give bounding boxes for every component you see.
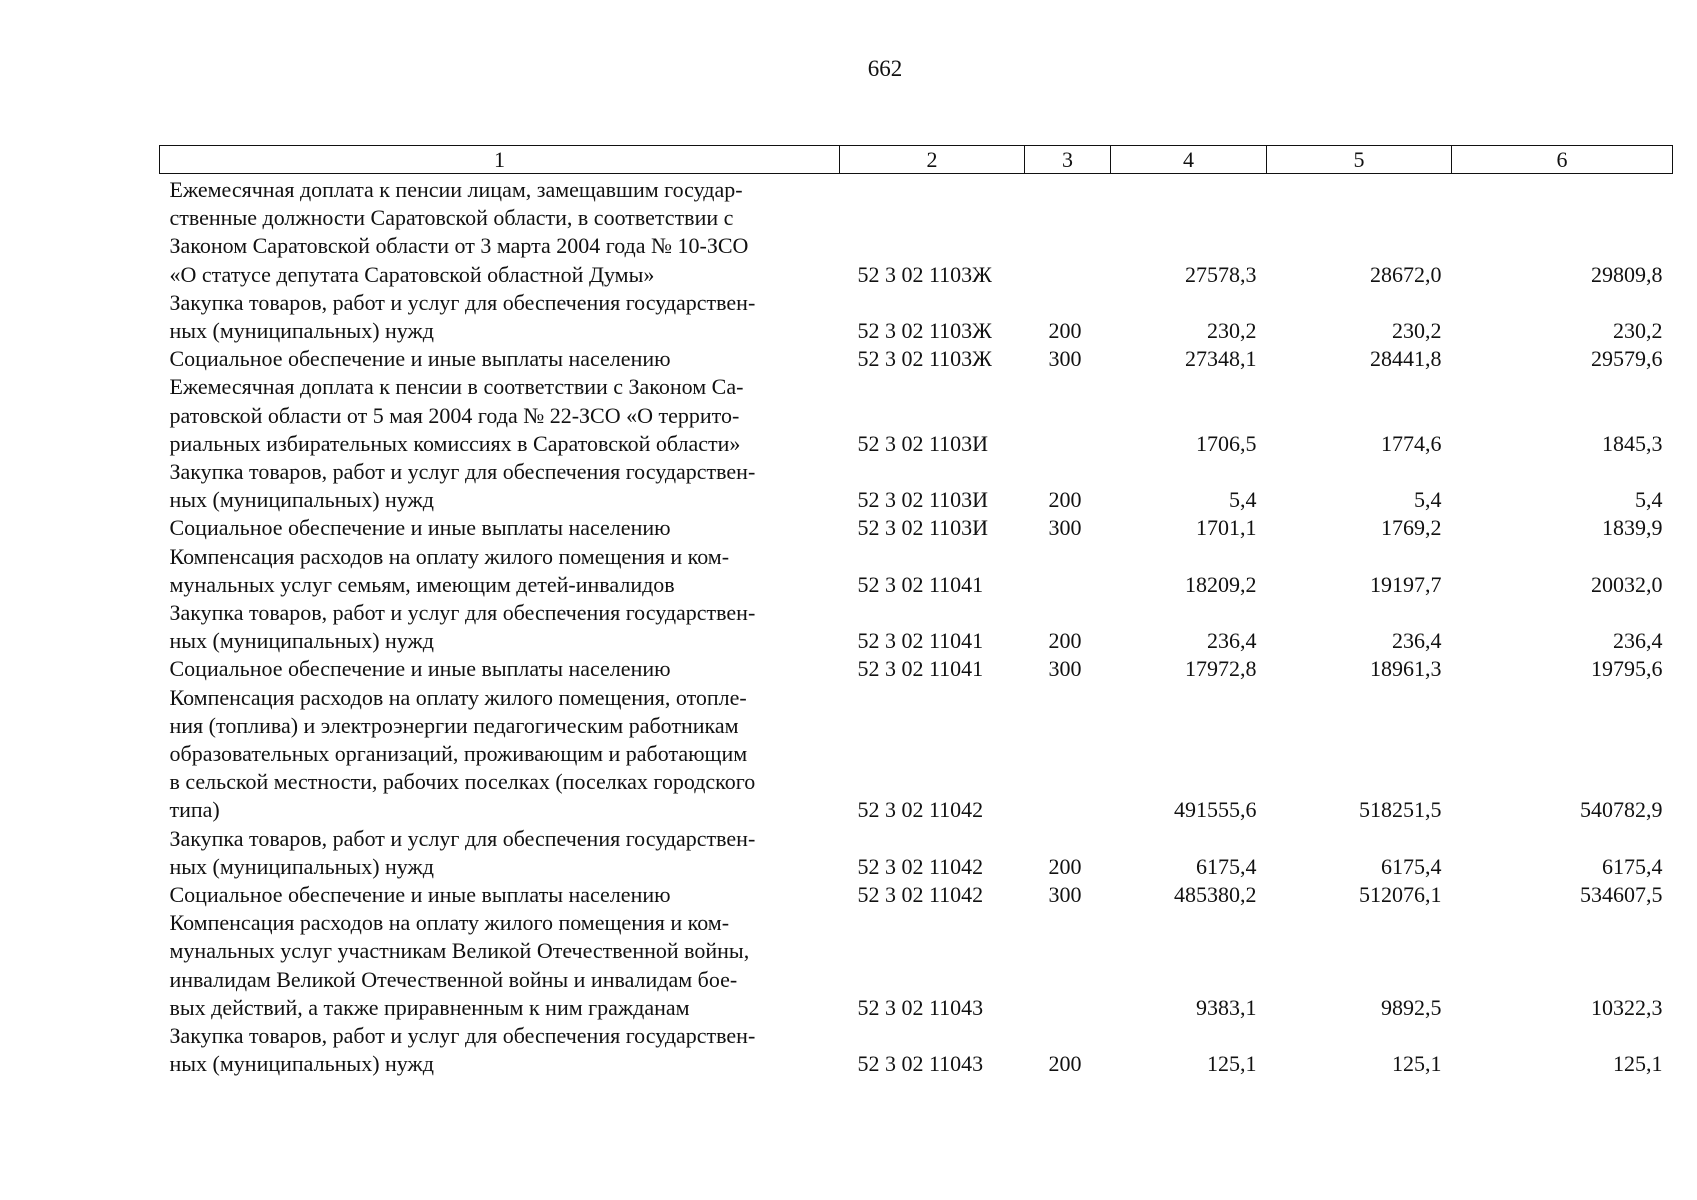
row-value-col5: 230,2 xyxy=(1392,318,1442,344)
row-value-col5: 6175,4 xyxy=(1381,853,1442,879)
row-value-col6: 10322,3 xyxy=(1591,994,1663,1020)
row-value-col4: 27578,3 xyxy=(1185,261,1257,287)
row-value-col6: 29579,6 xyxy=(1591,346,1663,372)
row-value-col5: 9892,5 xyxy=(1381,994,1442,1020)
row-code: 52 3 02 1103И xyxy=(857,487,989,513)
row-code: 52 3 02 11042 xyxy=(857,797,984,823)
row-value-col6: 534607,5 xyxy=(1580,882,1663,908)
row-name: Ежемесячная доплата к пенсии в соответствии с Законом Са- ратовской области от 5 мая 2004 года № 22-ЗСО «О террито- риальных избирательных комиссиях в Саратовской области» xyxy=(169,374,744,456)
row-expense-kind xyxy=(1025,174,1111,289)
row-expense-kind: 200 xyxy=(1048,318,1082,344)
row-value-col4: 6175,4 xyxy=(1196,853,1257,879)
row-value-col4: 1701,1 xyxy=(1196,515,1257,541)
page-number: 662 xyxy=(867,56,903,81)
row-code: 52 3 02 1103И xyxy=(857,430,989,456)
row-expense-kind: 200 xyxy=(1048,628,1082,654)
row-value-col6: 236,4 xyxy=(1613,628,1663,654)
row-value-col4: 1706,5 xyxy=(1196,430,1257,456)
row-expense-kind: 200 xyxy=(1048,853,1082,879)
row-name: Закупка товаров, работ и услуг для обеспечения государствен- ных (муниципальных) нужд xyxy=(169,825,756,879)
header-col-6: 6 xyxy=(1452,146,1673,174)
row-code: 52 3 02 1103Ж xyxy=(857,346,992,372)
row-value-col5: 1769,2 xyxy=(1381,515,1442,541)
row-name: Ежемесячная доплата к пенсии лицам, замещавшим государ- ственные должности Саратовской области, в соответствии с Законом Саратовской области от 3 марта 2004 года № 10-ЗСО «О статусе депутата Саратовской областной Думы» xyxy=(169,177,749,287)
row-value-col4: 491555,6 xyxy=(1174,797,1257,823)
header-col-3: 3 xyxy=(1025,146,1111,174)
row-expense-kind: 300 xyxy=(1048,882,1082,908)
row-expense-kind: 300 xyxy=(1048,515,1082,541)
row-expense-kind xyxy=(1025,684,1111,825)
table-row xyxy=(160,825,1673,881)
row-value-col5: 512076,1 xyxy=(1359,882,1442,908)
row-expense-kind xyxy=(1025,373,1111,458)
row-name: Компенсация расходов на оплату жилого помещения и ком- мунальных услуг семьям, имеющим детей-инвалидов xyxy=(169,543,730,597)
row-value-col6: 19795,6 xyxy=(1591,656,1663,682)
header-col-5: 5 xyxy=(1267,146,1452,174)
row-value-col5: 125,1 xyxy=(1392,1051,1442,1077)
row-value-col6: 1839,9 xyxy=(1602,515,1663,541)
row-name: Закупка товаров, работ и услуг для обеспечения государствен- ных (муниципальных) нужд xyxy=(169,289,756,344)
table-row xyxy=(160,1022,1673,1078)
row-value-col6: 20032,0 xyxy=(1591,571,1663,597)
row-value-col6: 29809,8 xyxy=(1591,261,1663,287)
table-row xyxy=(160,543,1673,599)
row-expense-kind xyxy=(1025,909,1111,1022)
table-body xyxy=(160,174,1673,1079)
row-value-col5: 5,4 xyxy=(1414,487,1442,513)
row-code: 52 3 02 1103Ж xyxy=(857,318,992,344)
row-name: Компенсация расходов на оплату жилого помещения и ком- мунальных услуг участникам Великой Отечественной войны, инвалидам Великой Отечественной войны и инвалидам бое- вых действий, а также приравненным к ним гражданам xyxy=(169,910,750,1020)
row-code: 52 3 02 11041 xyxy=(857,656,984,682)
table-row xyxy=(160,174,1673,289)
row-code: 52 3 02 11042 xyxy=(857,853,984,879)
row-value-col5: 28441,8 xyxy=(1370,346,1442,372)
row-value-col5: 19197,7 xyxy=(1370,571,1442,597)
row-name: Социальное обеспечение и иные выплаты населению xyxy=(169,656,671,682)
table-row xyxy=(160,514,1673,542)
row-value-col4: 5,4 xyxy=(1229,487,1257,513)
row-value-col4: 18209,2 xyxy=(1185,571,1257,597)
row-value-col6: 6175,4 xyxy=(1602,853,1663,879)
row-code: 52 3 02 11041 xyxy=(857,628,984,654)
row-value-col5: 236,4 xyxy=(1392,628,1442,654)
row-value-col6: 230,2 xyxy=(1613,318,1663,344)
row-code: 52 3 02 11043 xyxy=(857,1051,984,1077)
budget-table xyxy=(159,145,1673,1079)
row-value-col6: 1845,3 xyxy=(1602,430,1663,456)
row-name: Закупка товаров, работ и услуг для обеспечения государствен- ных (муниципальных) нужд xyxy=(169,1023,756,1077)
row-name: Социальное обеспечение и иные выплаты населению xyxy=(169,515,671,541)
row-value-col4: 17972,8 xyxy=(1185,656,1257,682)
row-value-col5: 18961,3 xyxy=(1370,656,1442,682)
row-expense-kind xyxy=(1025,543,1111,599)
row-code: 52 3 02 11041 xyxy=(857,571,984,597)
row-value-col6: 5,4 xyxy=(1635,487,1663,513)
table-row xyxy=(160,373,1673,458)
table-row xyxy=(160,599,1673,655)
row-expense-kind: 200 xyxy=(1048,1051,1082,1077)
table-row xyxy=(160,684,1673,825)
row-value-col5: 518251,5 xyxy=(1359,797,1442,823)
table-row xyxy=(160,345,1673,373)
row-code: 52 3 02 1103Ж xyxy=(857,261,992,287)
row-name: Компенсация расходов на оплату жилого помещения, отопле- ния (топлива) и электроэнергии педагогическим работникам образовательных организаций, проживающим и работающим в сельской местности, рабочих поселках (поселках городского типа) xyxy=(169,684,756,823)
row-expense-kind: 200 xyxy=(1048,487,1082,513)
row-value-col6: 125,1 xyxy=(1613,1051,1663,1077)
table-row xyxy=(160,458,1673,514)
row-value-col5: 28672,0 xyxy=(1370,261,1442,287)
row-name: Социальное обеспечение и иные выплаты населению xyxy=(169,882,671,908)
row-value-col4: 230,2 xyxy=(1207,318,1257,344)
row-value-col4: 125,1 xyxy=(1207,1051,1257,1077)
row-value-col6: 540782,9 xyxy=(1580,797,1663,823)
row-value-col4: 236,4 xyxy=(1207,628,1257,654)
row-expense-kind: 300 xyxy=(1048,346,1082,372)
table-row xyxy=(160,289,1673,345)
table-row xyxy=(160,655,1673,683)
header-col-4: 4 xyxy=(1111,146,1267,174)
row-value-col4: 27348,1 xyxy=(1185,346,1257,372)
row-code: 52 3 02 11042 xyxy=(857,882,984,908)
row-expense-kind: 300 xyxy=(1048,656,1082,682)
header-col-1: 1 xyxy=(160,146,840,174)
row-value-col4: 485380,2 xyxy=(1174,882,1257,908)
row-name: Закупка товаров, работ и услуг для обеспечения государствен- ных (муниципальных) нужд xyxy=(169,459,756,513)
header-col-2: 2 xyxy=(840,146,1025,174)
row-value-col5: 1774,6 xyxy=(1381,430,1442,456)
row-code: 52 3 02 11043 xyxy=(857,994,984,1020)
row-value-col4: 9383,1 xyxy=(1196,994,1257,1020)
row-name: Социальное обеспечение и иные выплаты населению xyxy=(169,346,671,372)
table-row xyxy=(160,881,1673,909)
header-row xyxy=(160,146,1673,174)
row-code: 52 3 02 1103И xyxy=(857,515,989,541)
table-row xyxy=(160,909,1673,1022)
row-name: Закупка товаров, работ и услуг для обеспечения государствен- ных (муниципальных) нужд xyxy=(169,600,756,654)
